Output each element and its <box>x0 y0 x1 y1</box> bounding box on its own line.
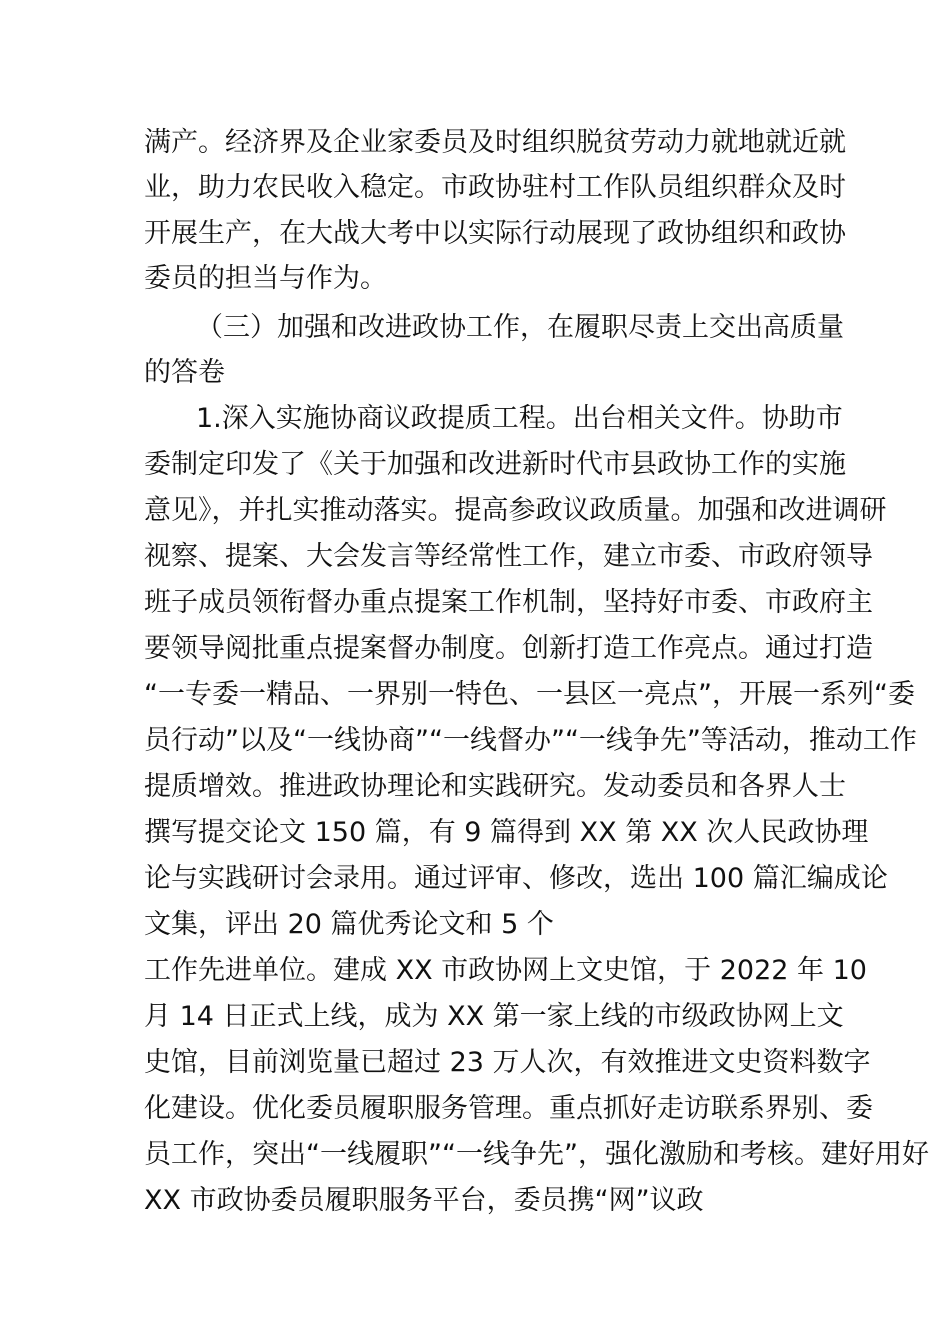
body-text-line: 意见》，并扎实推动落实。提高参政议政质量。加强和改进调研 <box>144 495 887 526</box>
body-text-line: 史馆，目前浏览量已超过 23 万人次，有效推进文史资料数字 <box>144 1047 871 1078</box>
body-text-line: 文集，评出 20 篇优秀论文和 5 个 <box>144 909 554 940</box>
body-text-line: “一专委一精品、一界别一特色、一县区一亮点”，开展一系列“委 <box>144 679 915 710</box>
body-text-line: 要领导阅批重点提案督办制度。创新打造工作亮点。通过打造 <box>144 633 873 664</box>
body-text-line: 委员的担当与作为。 <box>144 263 387 294</box>
body-text-line: 工作先进单位。建成 XX 市政协网上文史馆，于 2022 年 10 <box>144 955 867 986</box>
body-text-line: 业，助力农民收入稳定。市政协驻村工作队员组织群众及时 <box>144 172 846 203</box>
body-text-line: 化建设。优化委员履职服务管理。重点抓好走访联系界别、委 <box>144 1093 873 1124</box>
body-text-line: 论与实践研讨会录用。通过评审、修改，选出 100 篇汇编成论 <box>144 863 888 894</box>
body-text-line: 满产。经济界及企业家委员及时组织脱贫劳动力就地就近就 <box>144 127 846 158</box>
body-text-line: 视察、提案、大会发言等经常性工作，建立市委、市政府领导 <box>144 541 873 572</box>
body-text-line: 班子成员领衔督办重点提案工作机制，坚持好市委、市政府主 <box>144 587 873 618</box>
body-text-line: 月 14 日正式上线，成为 XX 第一家上线的市级政协网上文 <box>144 1001 844 1032</box>
body-text-line: 开展生产，在大战大考中以实际行动展现了政协组织和政协 <box>144 218 846 249</box>
body-text-line: XX 市政协委员履职服务平台，委员携“网”议政 <box>144 1185 704 1216</box>
body-text-line: 委制定印发了《关于加强和改进新时代市县政协工作的实施 <box>144 449 846 480</box>
body-text-line: 提质增效。推进政协理论和实践研究。发动委员和各界人士 <box>144 771 846 802</box>
section-heading: （三）加强和改进政协工作，在履职尽责上交出高质量 <box>196 312 844 343</box>
body-text-line: 撰写提交论文 150 篇，有 9 篇得到 XX 第 XX 次人民政协理 <box>144 817 869 848</box>
section-heading-continued: 的答卷 <box>144 357 225 388</box>
body-text-line: 1.深入实施协商议政提质工程。出台相关文件。协助市 <box>196 403 843 434</box>
body-text-line: 员工作，突出“一线履职”“一线争先”，强化激励和考核。建好用好 <box>144 1139 929 1170</box>
body-text-line: 员行动”以及“一线协商”“一线督办”“一线争先”等活动，推动工作 <box>144 725 917 756</box>
